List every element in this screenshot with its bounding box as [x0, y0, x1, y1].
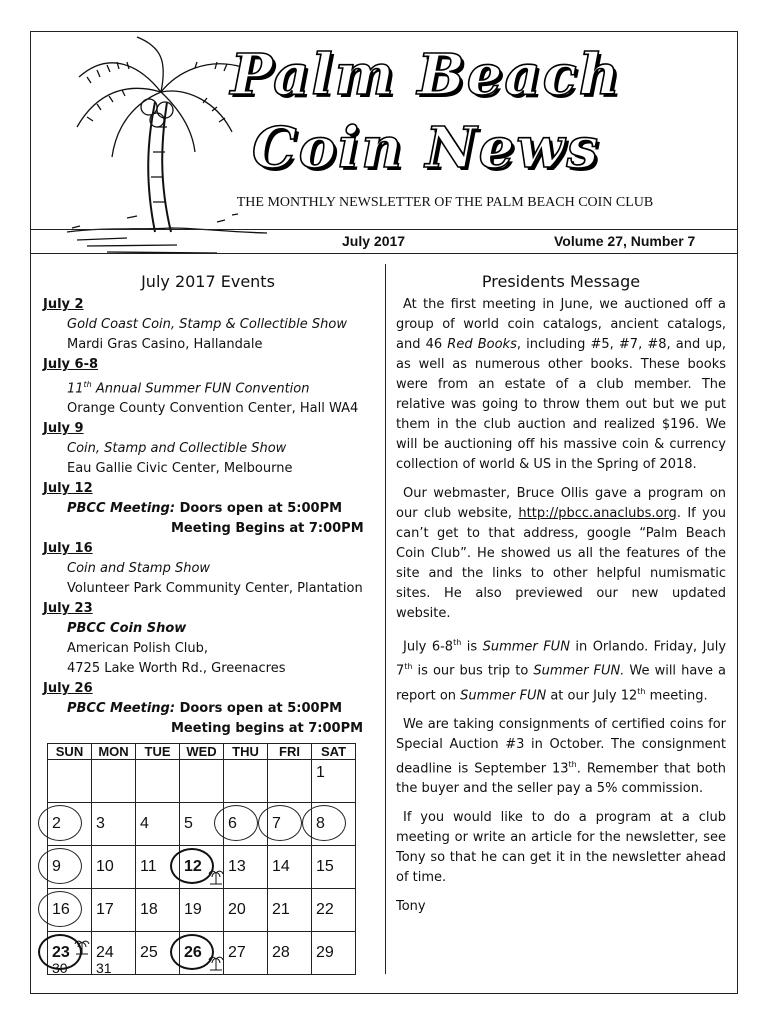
signature: Tony: [396, 899, 426, 915]
text-run: . If you can’t get to that address, google “Palm Beach Coin Club”. He showed us all the features of the site and the links to other helpful numismatic sites. He also previewed our new updated website.: [396, 506, 726, 621]
calendar-day: [268, 846, 312, 889]
calendar-day: [312, 889, 356, 932]
text-run: . Remember that both the buyer and the seller pay a 5% commission.: [396, 761, 727, 797]
day-number: 22: [316, 901, 334, 918]
calendar-day: [312, 803, 356, 846]
presidents-column: [396, 272, 726, 917]
day-number: 2: [52, 815, 61, 832]
day-number: 6: [228, 815, 237, 832]
day-number: 14: [272, 858, 290, 875]
presidents-title: Presidents Message: [481, 272, 641, 291]
event-place: American Polish Club,: [67, 641, 209, 657]
ordinal-suffix: th: [453, 638, 462, 647]
event-date: July 23: [43, 601, 93, 617]
event-name: Coin, Stamp and Collectible Show: [67, 441, 287, 457]
newsletter-title-line1: Palm Beach: [230, 42, 622, 108]
day-number: 5: [184, 815, 193, 832]
text-run: is our bus trip to: [412, 663, 534, 679]
text-run: At the first meeting in June, we auctioned off a group of world coin catalogs, ancient catalogs, and 46: [396, 297, 726, 352]
issue-volume: Volume 27, Number 7: [554, 233, 696, 249]
day-header: SAT: [312, 744, 356, 760]
event-name: Coin and Stamp Show: [67, 561, 211, 577]
events-title: July 2017 Events: [141, 272, 275, 291]
day-header: MON: [92, 744, 136, 760]
text-run: July 6-8: [403, 639, 454, 655]
ordinal-suffix: th: [404, 662, 413, 672]
calendar-day: [92, 760, 136, 803]
calendar-header-row: [48, 744, 356, 760]
event-date: July 12: [43, 481, 93, 497]
event-name: Summer FUN: [460, 687, 547, 703]
day-number: 20: [228, 901, 246, 918]
book-title: Red Books: [447, 337, 517, 352]
header-rule-bottom: [31, 253, 737, 254]
event-name: Summer FUN.: [533, 663, 625, 679]
ordinal-suffix: th: [637, 686, 646, 696]
day-header: WED: [180, 744, 224, 760]
club-website-link[interactable]: http://pbcc.anaclubs.org: [518, 506, 677, 521]
ordinal-number: 11: [67, 381, 84, 397]
newsletter-title-line2: Coin News: [252, 115, 600, 181]
event-name-text: Annual Summer FUN Convention: [91, 381, 310, 397]
newsletter-subtitle: THE MONTHLY NEWSLETTER OF THE PALM BEACH COIN CLUB: [236, 195, 654, 210]
day-number: 26: [184, 944, 202, 961]
calendar-day: [224, 932, 268, 975]
meeting-doors: [43, 499, 373, 519]
calendar-day: [224, 846, 268, 889]
calendar-week: [48, 932, 356, 975]
calendar-week: [48, 889, 356, 932]
day-number: 11: [140, 858, 157, 875]
message-paragraph: [396, 295, 726, 475]
event-date: July 9: [43, 421, 84, 437]
message-paragraph: [396, 633, 726, 706]
meeting-begins: Meeting Begins at 7:00PM: [171, 521, 364, 537]
text-run: meeting.: [645, 687, 708, 703]
day-number: 21: [272, 901, 290, 918]
meeting-begins: Meeting begins at 7:00PM: [171, 721, 364, 737]
day-number: 9: [52, 858, 61, 875]
calendar-day: [180, 846, 224, 889]
day-number: 10: [96, 858, 114, 875]
column-divider: [385, 264, 386, 974]
day-number: 29: [316, 944, 334, 961]
text-run: We will have a report on: [396, 663, 726, 703]
calendar-day: [312, 760, 356, 803]
text-run: , including #5, #7, #8, and up, as well as numerous other books. These books were from an estate of a club member. The relative was going to throw them out but we put them in the club auction and realized $196. We will be auctioning off his massive coin & currency collection of world & US in the Spring of 2018.: [396, 337, 727, 472]
palm-icon: [208, 868, 224, 886]
header-rule-top: [31, 229, 737, 230]
calendar-day: [224, 760, 268, 803]
ordinal-suffix: th: [568, 759, 577, 769]
calendar-week: [48, 760, 356, 803]
calendar-day: [136, 889, 180, 932]
calendar-day: [180, 889, 224, 932]
meeting-label: PBCC Meeting:: [67, 701, 176, 717]
day-number: 23: [52, 944, 70, 961]
meeting-label: PBCC Meeting:: [67, 501, 176, 517]
calendar-day: [92, 803, 136, 846]
day-number: 19: [184, 901, 202, 918]
calendar-week: [48, 803, 356, 846]
day-number: 31: [96, 960, 112, 976]
calendar-day: [48, 889, 92, 932]
event-name: PBCC Coin Show: [67, 621, 187, 637]
day-number: 25: [140, 944, 158, 961]
calendar-day: [312, 932, 356, 975]
july-calendar: [47, 743, 356, 975]
calendar-day: [180, 760, 224, 803]
event-address: 4725 Lake Worth Rd., Greenacres: [67, 661, 286, 677]
day-number: 7: [272, 815, 281, 832]
day-number: 3: [96, 815, 105, 832]
day-number: 17: [96, 901, 114, 918]
doors-time: Doors open at 5:00PM: [175, 701, 343, 717]
message-paragraph: [396, 484, 726, 624]
day-number: 13: [228, 858, 246, 875]
meeting-doors: [43, 699, 373, 719]
calendar-day: [48, 846, 92, 889]
event-date: July 16: [43, 541, 93, 557]
calendar-day: [92, 846, 136, 889]
calendar-day: [268, 932, 312, 975]
text-run: in Orlando. Friday, July 7: [396, 639, 727, 679]
event-name: Gold Coast Coin, Stamp & Collectible Show: [67, 317, 347, 332]
calendar-day: [312, 846, 356, 889]
event-date: July 6-8: [43, 357, 99, 372]
event-place: Volunteer Park Community Center, Plantation: [67, 581, 363, 597]
calendar-day: [136, 803, 180, 846]
event-place: Orange County Convention Center, Hall WA4: [67, 401, 359, 417]
event-date: July 26: [43, 681, 93, 697]
palm-icon: [74, 938, 90, 956]
calendar-day: [224, 889, 268, 932]
message-paragraph: [396, 715, 726, 799]
day-number: 18: [140, 901, 158, 918]
day-number: 27: [228, 944, 246, 961]
calendar-day: [268, 760, 312, 803]
calendar-day: [92, 932, 136, 975]
day-number: 24: [96, 944, 114, 961]
day-number: 15: [316, 858, 334, 875]
calendar-day: [48, 760, 92, 803]
event-date: July 2: [43, 297, 84, 312]
day-header: SUN: [48, 744, 92, 760]
ordinal-suffix: th: [83, 380, 92, 389]
event-place: Mardi Gras Casino, Hallandale: [67, 337, 263, 352]
calendar-day: [92, 889, 136, 932]
message-paragraph: If you would like to do a program at a club meeting or write an article for the newsletter, see Tony so that he can get it in the newsletter ahead of time.: [396, 810, 726, 886]
event-place: Eau Gallie Civic Center, Melbourne: [67, 461, 293, 477]
day-number: 12: [184, 858, 202, 875]
palm-icon: [208, 954, 224, 972]
day-header: TUE: [136, 744, 180, 760]
newsletter-page: [30, 31, 738, 994]
day-header: THU: [224, 744, 268, 760]
day-number: 8: [316, 815, 325, 832]
text-run: We are taking consignments of certified coins for Special Auction #3 in October. The consignment deadline is September 13: [396, 716, 726, 777]
text-run: at our July 12: [546, 687, 638, 703]
day-number: 30: [52, 960, 68, 976]
day-number: 1: [316, 764, 325, 781]
text-run: Our webmaster, Bruce Ollis gave a program on our club website,: [396, 486, 726, 521]
text-run: is: [461, 639, 483, 655]
day-number: 28: [272, 944, 290, 961]
event-name: Summer FUN: [482, 639, 570, 655]
event-name: [43, 375, 373, 399]
day-number: 16: [52, 901, 70, 918]
doors-time: Doors open at 5:00PM: [175, 501, 343, 517]
issue-date: July 2017: [342, 233, 406, 249]
calendar-day: [136, 760, 180, 803]
calendar-week: [48, 846, 356, 889]
calendar-day: [268, 889, 312, 932]
day-number: 4: [140, 815, 149, 832]
day-header: FRI: [268, 744, 312, 760]
calendar-day: [180, 932, 224, 975]
events-column: [43, 272, 373, 739]
calendar-day: [48, 932, 92, 975]
calendar-day: [48, 803, 92, 846]
